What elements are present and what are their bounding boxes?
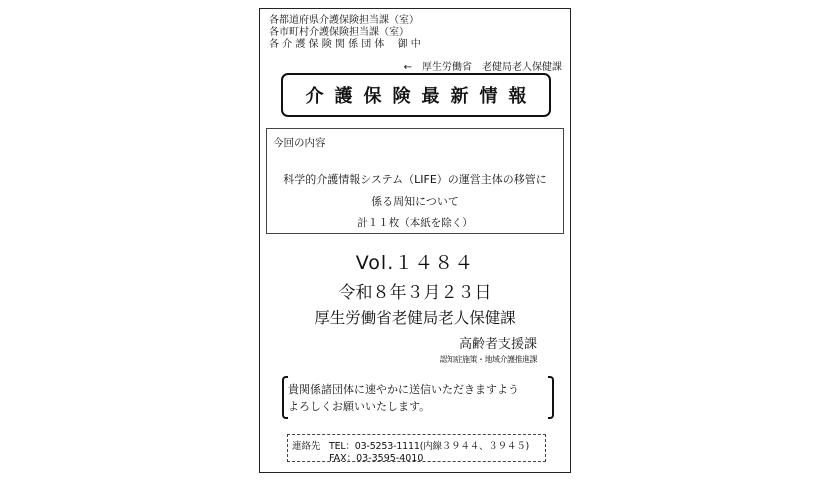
notice-document: [259, 8, 571, 473]
recipient-line: 各 介 護 保 険 関 係 団 体 御 中: [269, 39, 421, 50]
sender-line: ← 厚生労働省 老健局老人保健課: [403, 62, 562, 73]
request-text: [288, 381, 519, 415]
recipient-line: 各市町村介護保険担当課（室）: [269, 27, 409, 38]
title-box: [281, 73, 551, 117]
right-bracket: [548, 376, 554, 419]
issuer-bureau: 厚生労働省老健局老人保健課: [314, 309, 516, 327]
contents-line: 科学的介護情報システム（LIFE）の運営主体の移管に: [283, 173, 547, 186]
recipient-line: 各都道府県介護保険担当課（室）: [269, 15, 419, 26]
contact-fax: FAX：03-3595-4010: [329, 453, 424, 464]
document-title: 介護保険最新情報: [305, 86, 538, 107]
contents-label: 今回の内容: [273, 137, 326, 149]
issuer-subsection: 認知症施策・地域介護推進課: [439, 355, 537, 364]
volume-number: Vol.１４８４: [355, 252, 475, 274]
contact-tel: TEL：03-5253-1111(内線３９４４、３９４５): [329, 441, 530, 452]
contents-line: 係る周知について: [371, 195, 459, 208]
issue-date: 令和８年３月２３日: [338, 283, 492, 303]
contact-box: [287, 434, 546, 462]
request-line: 貴関係諸団体に速やかに送信いただきますよう: [288, 383, 519, 396]
contents-page-count: 計１１枚（本紙を除く）: [357, 217, 473, 229]
contents-box: [266, 128, 564, 234]
issuer-section: 高齢者支援課: [458, 337, 537, 352]
request-line: よろしくお願いいたします。: [288, 400, 431, 413]
contact-label: 連絡先: [292, 441, 321, 452]
request-box: [282, 376, 554, 419]
